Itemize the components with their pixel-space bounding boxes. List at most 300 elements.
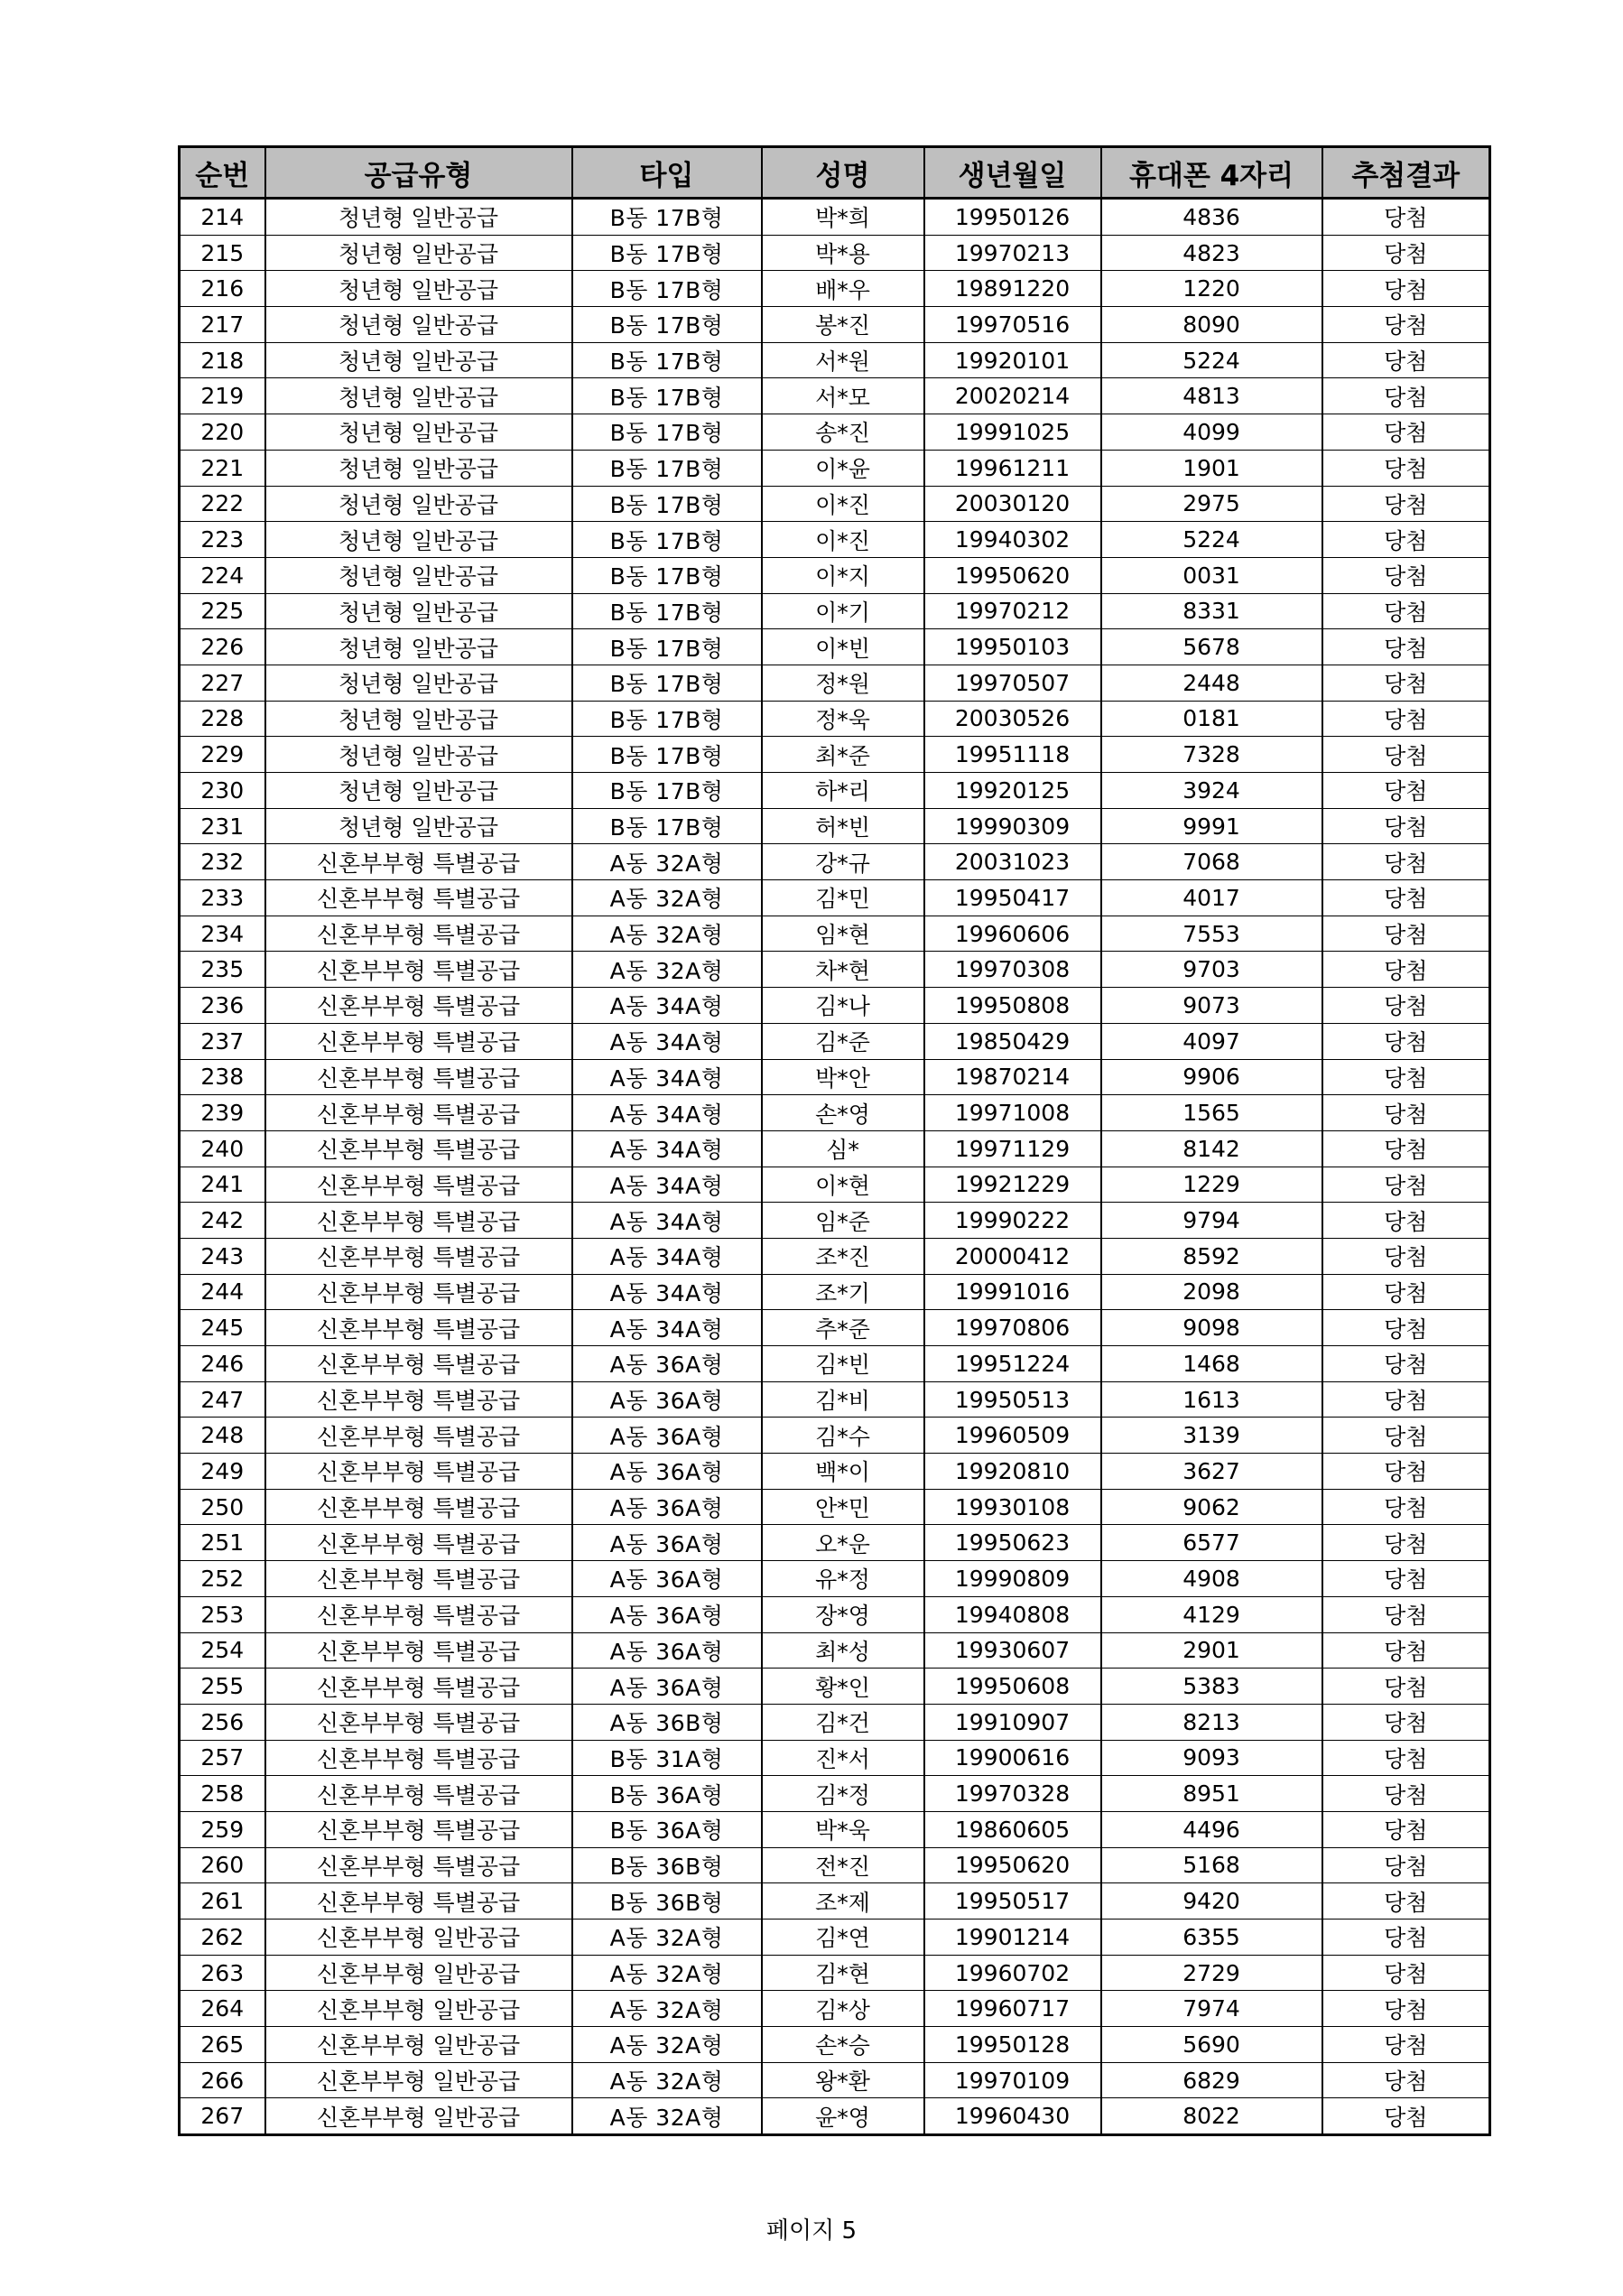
cell-unit-type: B동 17B형 xyxy=(572,522,762,558)
cell-birthdate: 20030526 xyxy=(924,701,1101,737)
cell-unit-type: B동 17B형 xyxy=(572,450,762,486)
cell-seq: 230 xyxy=(180,773,265,809)
cell-unit-type: A동 32A형 xyxy=(572,952,762,988)
cell-seq: 249 xyxy=(180,1454,265,1490)
table-row xyxy=(180,378,1490,414)
cell-result: 당첨 xyxy=(1322,916,1490,952)
cell-result: 당첨 xyxy=(1322,1059,1490,1095)
cell-phone4: 9420 xyxy=(1101,1883,1322,1920)
cell-birthdate: 19930607 xyxy=(924,1632,1101,1669)
cell-seq: 235 xyxy=(180,952,265,988)
cell-seq: 214 xyxy=(180,199,265,236)
cell-seq: 260 xyxy=(180,1847,265,1883)
cell-seq: 252 xyxy=(180,1561,265,1597)
cell-name: 왕*환 xyxy=(762,2062,924,2098)
cell-birthdate: 19950417 xyxy=(924,880,1101,916)
cell-unit-type: A동 32A형 xyxy=(572,880,762,916)
cell-phone4: 3627 xyxy=(1101,1454,1322,1490)
cell-unit-type: A동 36A형 xyxy=(572,1381,762,1418)
cell-name: 임*준 xyxy=(762,1203,924,1239)
cell-birthdate: 19971008 xyxy=(924,1095,1101,1131)
cell-unit-type: A동 36A형 xyxy=(572,1418,762,1454)
table-row xyxy=(180,1167,1490,1203)
cell-supply-type: 신혼부부형 특별공급 xyxy=(265,880,572,916)
cell-seq: 245 xyxy=(180,1310,265,1346)
cell-name: 김*준 xyxy=(762,1023,924,1059)
cell-name: 전*진 xyxy=(762,1847,924,1883)
cell-supply-type: 신혼부부형 특별공급 xyxy=(265,1632,572,1669)
cell-seq: 248 xyxy=(180,1418,265,1454)
cell-result: 당첨 xyxy=(1322,1561,1490,1597)
table-row xyxy=(180,522,1490,558)
cell-name: 정*욱 xyxy=(762,701,924,737)
cell-seq: 222 xyxy=(180,486,265,522)
cell-result: 당첨 xyxy=(1322,450,1490,486)
cell-phone4: 9703 xyxy=(1101,952,1322,988)
table-row xyxy=(180,1811,1490,1847)
table-row xyxy=(180,1203,1490,1239)
cell-supply-type: 신혼부부형 특별공급 xyxy=(265,1381,572,1418)
cell-unit-type: B동 17B형 xyxy=(572,342,762,378)
cell-seq: 221 xyxy=(180,450,265,486)
cell-supply-type: 청년형 일반공급 xyxy=(265,701,572,737)
cell-birthdate: 19951118 xyxy=(924,737,1101,773)
cell-supply-type: 신혼부부형 일반공급 xyxy=(265,1955,572,1991)
table-row xyxy=(180,1346,1490,1382)
cell-result: 당첨 xyxy=(1322,1095,1490,1131)
cell-supply-type: 청년형 일반공급 xyxy=(265,808,572,844)
cell-phone4: 4496 xyxy=(1101,1811,1322,1847)
col-header-name: 성명 xyxy=(762,147,924,199)
cell-birthdate: 19960717 xyxy=(924,1991,1101,2027)
cell-seq: 250 xyxy=(180,1489,265,1525)
cell-seq: 225 xyxy=(180,593,265,629)
col-header-supply-type: 공급유형 xyxy=(265,147,572,199)
cell-birthdate: 19970109 xyxy=(924,2062,1101,2098)
table-row xyxy=(180,199,1490,236)
cell-birthdate: 19950128 xyxy=(924,2027,1101,2063)
cell-birthdate: 19901214 xyxy=(924,1920,1101,1956)
cell-supply-type: 청년형 일반공급 xyxy=(265,414,572,451)
cell-supply-type: 청년형 일반공급 xyxy=(265,271,572,307)
cell-unit-type: B동 17B형 xyxy=(572,378,762,414)
cell-supply-type: 신혼부부형 일반공급 xyxy=(265,1920,572,1956)
cell-unit-type: B동 36B형 xyxy=(572,1883,762,1920)
cell-name: 박*희 xyxy=(762,199,924,236)
cell-result: 당첨 xyxy=(1322,1920,1490,1956)
cell-result: 당첨 xyxy=(1322,378,1490,414)
cell-phone4: 2901 xyxy=(1101,1632,1322,1669)
cell-birthdate: 19920101 xyxy=(924,342,1101,378)
cell-unit-type: B동 17B형 xyxy=(572,737,762,773)
table-row xyxy=(180,1023,1490,1059)
table-row xyxy=(180,2062,1490,2098)
cell-phone4: 3139 xyxy=(1101,1418,1322,1454)
cell-result: 당첨 xyxy=(1322,271,1490,307)
cell-supply-type: 청년형 일반공급 xyxy=(265,199,572,236)
cell-name: 김*민 xyxy=(762,880,924,916)
cell-name: 김*정 xyxy=(762,1776,924,1812)
table-row xyxy=(180,2027,1490,2063)
table-row xyxy=(180,1095,1490,1131)
cell-supply-type: 신혼부부형 특별공급 xyxy=(265,1525,572,1561)
cell-supply-type: 신혼부부형 특별공급 xyxy=(265,1740,572,1776)
cell-unit-type: B동 17B형 xyxy=(572,701,762,737)
cell-supply-type: 청년형 일반공급 xyxy=(265,773,572,809)
cell-unit-type: B동 31A형 xyxy=(572,1740,762,1776)
cell-birthdate: 19970806 xyxy=(924,1310,1101,1346)
col-header-seq: 순번 xyxy=(180,147,265,199)
cell-seq: 226 xyxy=(180,629,265,665)
cell-seq: 218 xyxy=(180,342,265,378)
cell-seq: 223 xyxy=(180,522,265,558)
table-row xyxy=(180,1883,1490,1920)
cell-phone4: 4129 xyxy=(1101,1596,1322,1632)
table-row xyxy=(180,1920,1490,1956)
cell-phone4: 7068 xyxy=(1101,844,1322,880)
cell-unit-type: A동 32A형 xyxy=(572,1920,762,1956)
cell-seq: 220 xyxy=(180,414,265,451)
cell-name: 박*안 xyxy=(762,1059,924,1095)
page-number: 페이지 5 xyxy=(765,2217,858,2245)
cell-name: 김*건 xyxy=(762,1704,924,1740)
cell-birthdate: 19850429 xyxy=(924,1023,1101,1059)
cell-result: 당첨 xyxy=(1322,952,1490,988)
cell-seq: 255 xyxy=(180,1669,265,1705)
cell-supply-type: 신혼부부형 특별공급 xyxy=(265,1811,572,1847)
header-row xyxy=(180,147,1490,199)
table-row xyxy=(180,952,1490,988)
cell-result: 당첨 xyxy=(1322,486,1490,522)
cell-supply-type: 신혼부부형 특별공급 xyxy=(265,1095,572,1131)
cell-seq: 215 xyxy=(180,235,265,271)
cell-birthdate: 19971129 xyxy=(924,1130,1101,1167)
cell-result: 당첨 xyxy=(1322,665,1490,701)
cell-unit-type: A동 36A형 xyxy=(572,1525,762,1561)
cell-phone4: 3924 xyxy=(1101,773,1322,809)
cell-unit-type: A동 34A형 xyxy=(572,1130,762,1167)
cell-name: 김*연 xyxy=(762,1920,924,1956)
cell-supply-type: 신혼부부형 특별공급 xyxy=(265,1130,572,1167)
table-row xyxy=(180,880,1490,916)
cell-unit-type: A동 36B형 xyxy=(572,1704,762,1740)
cell-birthdate: 19991025 xyxy=(924,414,1101,451)
cell-name: 윤*영 xyxy=(762,2098,924,2135)
cell-phone4: 9991 xyxy=(1101,808,1322,844)
cell-result: 당첨 xyxy=(1322,2098,1490,2135)
cell-supply-type: 신혼부부형 특별공급 xyxy=(265,1346,572,1382)
cell-supply-type: 청년형 일반공급 xyxy=(265,307,572,343)
cell-unit-type: B동 17B형 xyxy=(572,808,762,844)
cell-unit-type: B동 17B형 xyxy=(572,307,762,343)
cell-supply-type: 청년형 일반공급 xyxy=(265,557,572,593)
cell-unit-type: A동 32A형 xyxy=(572,2098,762,2135)
cell-unit-type: A동 32A형 xyxy=(572,844,762,880)
cell-name: 최*준 xyxy=(762,737,924,773)
cell-phone4: 8213 xyxy=(1101,1704,1322,1740)
cell-phone4: 4017 xyxy=(1101,880,1322,916)
cell-seq: 261 xyxy=(180,1883,265,1920)
cell-result: 당첨 xyxy=(1322,1632,1490,1669)
cell-name: 장*영 xyxy=(762,1596,924,1632)
cell-birthdate: 19970516 xyxy=(924,307,1101,343)
cell-unit-type: A동 36A형 xyxy=(572,1669,762,1705)
cell-supply-type: 청년형 일반공급 xyxy=(265,593,572,629)
cell-seq: 251 xyxy=(180,1525,265,1561)
cell-name: 이*기 xyxy=(762,593,924,629)
cell-name: 정*원 xyxy=(762,665,924,701)
cell-result: 당첨 xyxy=(1322,1238,1490,1274)
cell-result: 당첨 xyxy=(1322,1418,1490,1454)
cell-phone4: 8022 xyxy=(1101,2098,1322,2135)
cell-unit-type: A동 36A형 xyxy=(572,1596,762,1632)
cell-phone4: 1613 xyxy=(1101,1381,1322,1418)
cell-birthdate: 19960606 xyxy=(924,916,1101,952)
cell-name: 김*빈 xyxy=(762,1346,924,1382)
cell-seq: 238 xyxy=(180,1059,265,1095)
cell-result: 당첨 xyxy=(1322,701,1490,737)
cell-phone4: 8142 xyxy=(1101,1130,1322,1167)
table-row xyxy=(180,342,1490,378)
cell-name: 유*정 xyxy=(762,1561,924,1597)
cell-phone4: 1229 xyxy=(1101,1167,1322,1203)
table-row xyxy=(180,1991,1490,2027)
cell-phone4: 4908 xyxy=(1101,1561,1322,1597)
cell-name: 이*빈 xyxy=(762,629,924,665)
cell-result: 당첨 xyxy=(1322,1847,1490,1883)
table-row xyxy=(180,1596,1490,1632)
cell-seq: 233 xyxy=(180,880,265,916)
cell-birthdate: 19961211 xyxy=(924,450,1101,486)
table-row xyxy=(180,1632,1490,1669)
table-row xyxy=(180,414,1490,451)
cell-birthdate: 20020214 xyxy=(924,378,1101,414)
cell-birthdate: 19970308 xyxy=(924,952,1101,988)
cell-seq: 258 xyxy=(180,1776,265,1812)
table-row xyxy=(180,450,1490,486)
cell-phone4: 5224 xyxy=(1101,522,1322,558)
cell-name: 추*준 xyxy=(762,1310,924,1346)
cell-birthdate: 19940302 xyxy=(924,522,1101,558)
cell-supply-type: 신혼부부형 특별공급 xyxy=(265,1274,572,1310)
cell-result: 당첨 xyxy=(1322,1274,1490,1310)
cell-result: 당첨 xyxy=(1322,1381,1490,1418)
cell-birthdate: 19921229 xyxy=(924,1167,1101,1203)
cell-birthdate: 19970507 xyxy=(924,665,1101,701)
cell-phone4: 6829 xyxy=(1101,2062,1322,2098)
cell-result: 당첨 xyxy=(1322,1525,1490,1561)
cell-seq: 241 xyxy=(180,1167,265,1203)
cell-name: 배*우 xyxy=(762,271,924,307)
cell-name: 하*리 xyxy=(762,773,924,809)
cell-unit-type: A동 36A형 xyxy=(572,1454,762,1490)
cell-phone4: 5224 xyxy=(1101,342,1322,378)
cell-phone4: 0181 xyxy=(1101,701,1322,737)
cell-unit-type: A동 34A형 xyxy=(572,1274,762,1310)
cell-unit-type: B동 36A형 xyxy=(572,1776,762,1812)
cell-name: 이*진 xyxy=(762,522,924,558)
table-row xyxy=(180,665,1490,701)
cell-birthdate: 19960702 xyxy=(924,1955,1101,1991)
col-header-phone4: 휴대폰 4자리 xyxy=(1101,147,1322,199)
cell-phone4: 8090 xyxy=(1101,307,1322,343)
cell-result: 당첨 xyxy=(1322,773,1490,809)
cell-phone4: 2975 xyxy=(1101,486,1322,522)
cell-result: 당첨 xyxy=(1322,1167,1490,1203)
cell-phone4: 9098 xyxy=(1101,1310,1322,1346)
cell-seq: 227 xyxy=(180,665,265,701)
table-row xyxy=(180,701,1490,737)
cell-unit-type: A동 34A형 xyxy=(572,1203,762,1239)
col-header-birthdate: 생년월일 xyxy=(924,147,1101,199)
cell-seq: 262 xyxy=(180,1920,265,1956)
cell-phone4: 4097 xyxy=(1101,1023,1322,1059)
cell-result: 당첨 xyxy=(1322,629,1490,665)
cell-birthdate: 19950608 xyxy=(924,1669,1101,1705)
cell-seq: 234 xyxy=(180,916,265,952)
cell-name: 송*진 xyxy=(762,414,924,451)
cell-phone4: 7974 xyxy=(1101,1991,1322,2027)
cell-phone4: 5690 xyxy=(1101,2027,1322,2063)
cell-seq: 217 xyxy=(180,307,265,343)
cell-unit-type: B동 36A형 xyxy=(572,1811,762,1847)
cell-birthdate: 19930108 xyxy=(924,1489,1101,1525)
table-row xyxy=(180,235,1490,271)
cell-phone4: 0031 xyxy=(1101,557,1322,593)
cell-seq: 264 xyxy=(180,1991,265,2027)
table-row xyxy=(180,593,1490,629)
cell-supply-type: 신혼부부형 일반공급 xyxy=(265,2062,572,2098)
cell-name: 조*기 xyxy=(762,1274,924,1310)
cell-unit-type: A동 32A형 xyxy=(572,1955,762,1991)
cell-birthdate: 19940808 xyxy=(924,1596,1101,1632)
cell-birthdate: 19950517 xyxy=(924,1883,1101,1920)
cell-supply-type: 청년형 일반공급 xyxy=(265,486,572,522)
cell-unit-type: A동 36A형 xyxy=(572,1346,762,1382)
cell-unit-type: A동 36A형 xyxy=(572,1489,762,1525)
cell-phone4: 4823 xyxy=(1101,235,1322,271)
cell-supply-type: 청년형 일반공급 xyxy=(265,378,572,414)
cell-seq: 243 xyxy=(180,1238,265,1274)
cell-result: 당첨 xyxy=(1322,557,1490,593)
table-row xyxy=(180,486,1490,522)
cell-birthdate: 19950808 xyxy=(924,988,1101,1024)
cell-result: 당첨 xyxy=(1322,1346,1490,1382)
cell-result: 당첨 xyxy=(1322,737,1490,773)
cell-name: 임*현 xyxy=(762,916,924,952)
cell-phone4: 9062 xyxy=(1101,1489,1322,1525)
cell-supply-type: 신혼부부형 특별공급 xyxy=(265,1059,572,1095)
col-header-result: 추첨결과 xyxy=(1322,147,1490,199)
cell-name: 심* xyxy=(762,1130,924,1167)
cell-birthdate: 19950620 xyxy=(924,557,1101,593)
cell-supply-type: 신혼부부형 특별공급 xyxy=(265,844,572,880)
table-row xyxy=(180,307,1490,343)
cell-supply-type: 청년형 일반공급 xyxy=(265,522,572,558)
cell-seq: 247 xyxy=(180,1381,265,1418)
cell-name: 서*원 xyxy=(762,342,924,378)
cell-result: 당첨 xyxy=(1322,342,1490,378)
cell-birthdate: 20030120 xyxy=(924,486,1101,522)
cell-unit-type: B동 17B형 xyxy=(572,271,762,307)
cell-birthdate: 20000412 xyxy=(924,1238,1101,1274)
cell-result: 당첨 xyxy=(1322,2027,1490,2063)
cell-result: 당첨 xyxy=(1322,844,1490,880)
cell-supply-type: 청년형 일반공급 xyxy=(265,737,572,773)
cell-seq: 219 xyxy=(180,378,265,414)
cell-phone4: 7553 xyxy=(1101,916,1322,952)
cell-supply-type: 신혼부부형 특별공급 xyxy=(265,952,572,988)
cell-result: 당첨 xyxy=(1322,1776,1490,1812)
cell-supply-type: 신혼부부형 특별공급 xyxy=(265,1776,572,1812)
table-row xyxy=(180,988,1490,1024)
cell-birthdate: 19870214 xyxy=(924,1059,1101,1095)
cell-unit-type: A동 32A형 xyxy=(572,2027,762,2063)
cell-name: 김*수 xyxy=(762,1418,924,1454)
cell-birthdate: 19860605 xyxy=(924,1811,1101,1847)
table-row xyxy=(180,1059,1490,1095)
cell-supply-type: 신혼부부형 특별공급 xyxy=(265,1704,572,1740)
table-row xyxy=(180,2098,1490,2135)
cell-seq: 254 xyxy=(180,1632,265,1669)
cell-supply-type: 신혼부부형 특별공급 xyxy=(265,1454,572,1490)
cell-supply-type: 청년형 일반공급 xyxy=(265,629,572,665)
cell-seq: 265 xyxy=(180,2027,265,2063)
cell-name: 최*성 xyxy=(762,1632,924,1669)
cell-phone4: 7328 xyxy=(1101,737,1322,773)
cell-phone4: 2448 xyxy=(1101,665,1322,701)
cell-supply-type: 신혼부부형 특별공급 xyxy=(265,1238,572,1274)
cell-phone4: 8331 xyxy=(1101,593,1322,629)
table-row xyxy=(180,916,1490,952)
cell-birthdate: 19991016 xyxy=(924,1274,1101,1310)
cell-birthdate: 19990309 xyxy=(924,808,1101,844)
cell-supply-type: 신혼부부형 특별공급 xyxy=(265,1847,572,1883)
cell-result: 당첨 xyxy=(1322,1704,1490,1740)
cell-supply-type: 신혼부부형 특별공급 xyxy=(265,1167,572,1203)
cell-supply-type: 신혼부부형 일반공급 xyxy=(265,2098,572,2135)
cell-seq: 267 xyxy=(180,2098,265,2135)
cell-supply-type: 신혼부부형 특별공급 xyxy=(265,1023,572,1059)
cell-unit-type: A동 34A형 xyxy=(572,1167,762,1203)
cell-seq: 236 xyxy=(180,988,265,1024)
cell-phone4: 6577 xyxy=(1101,1525,1322,1561)
cell-result: 당첨 xyxy=(1322,988,1490,1024)
cell-name: 오*운 xyxy=(762,1525,924,1561)
cell-name: 김*나 xyxy=(762,988,924,1024)
cell-unit-type: A동 32A형 xyxy=(572,1991,762,2027)
cell-supply-type: 신혼부부형 일반공급 xyxy=(265,1991,572,2027)
cell-result: 당첨 xyxy=(1322,1596,1490,1632)
table-row xyxy=(180,1130,1490,1167)
cell-name: 조*진 xyxy=(762,1238,924,1274)
cell-seq: 263 xyxy=(180,1955,265,1991)
cell-phone4: 4099 xyxy=(1101,414,1322,451)
cell-birthdate: 19950620 xyxy=(924,1847,1101,1883)
cell-result: 당첨 xyxy=(1322,1740,1490,1776)
cell-name: 봉*진 xyxy=(762,307,924,343)
cell-result: 당첨 xyxy=(1322,1023,1490,1059)
table-row xyxy=(180,844,1490,880)
cell-seq: 232 xyxy=(180,844,265,880)
cell-birthdate: 19891220 xyxy=(924,271,1101,307)
table-row xyxy=(180,1274,1490,1310)
table-row xyxy=(180,557,1490,593)
cell-seq: 253 xyxy=(180,1596,265,1632)
cell-unit-type: B동 17B형 xyxy=(572,199,762,236)
cell-seq: 259 xyxy=(180,1811,265,1847)
cell-result: 당첨 xyxy=(1322,1489,1490,1525)
